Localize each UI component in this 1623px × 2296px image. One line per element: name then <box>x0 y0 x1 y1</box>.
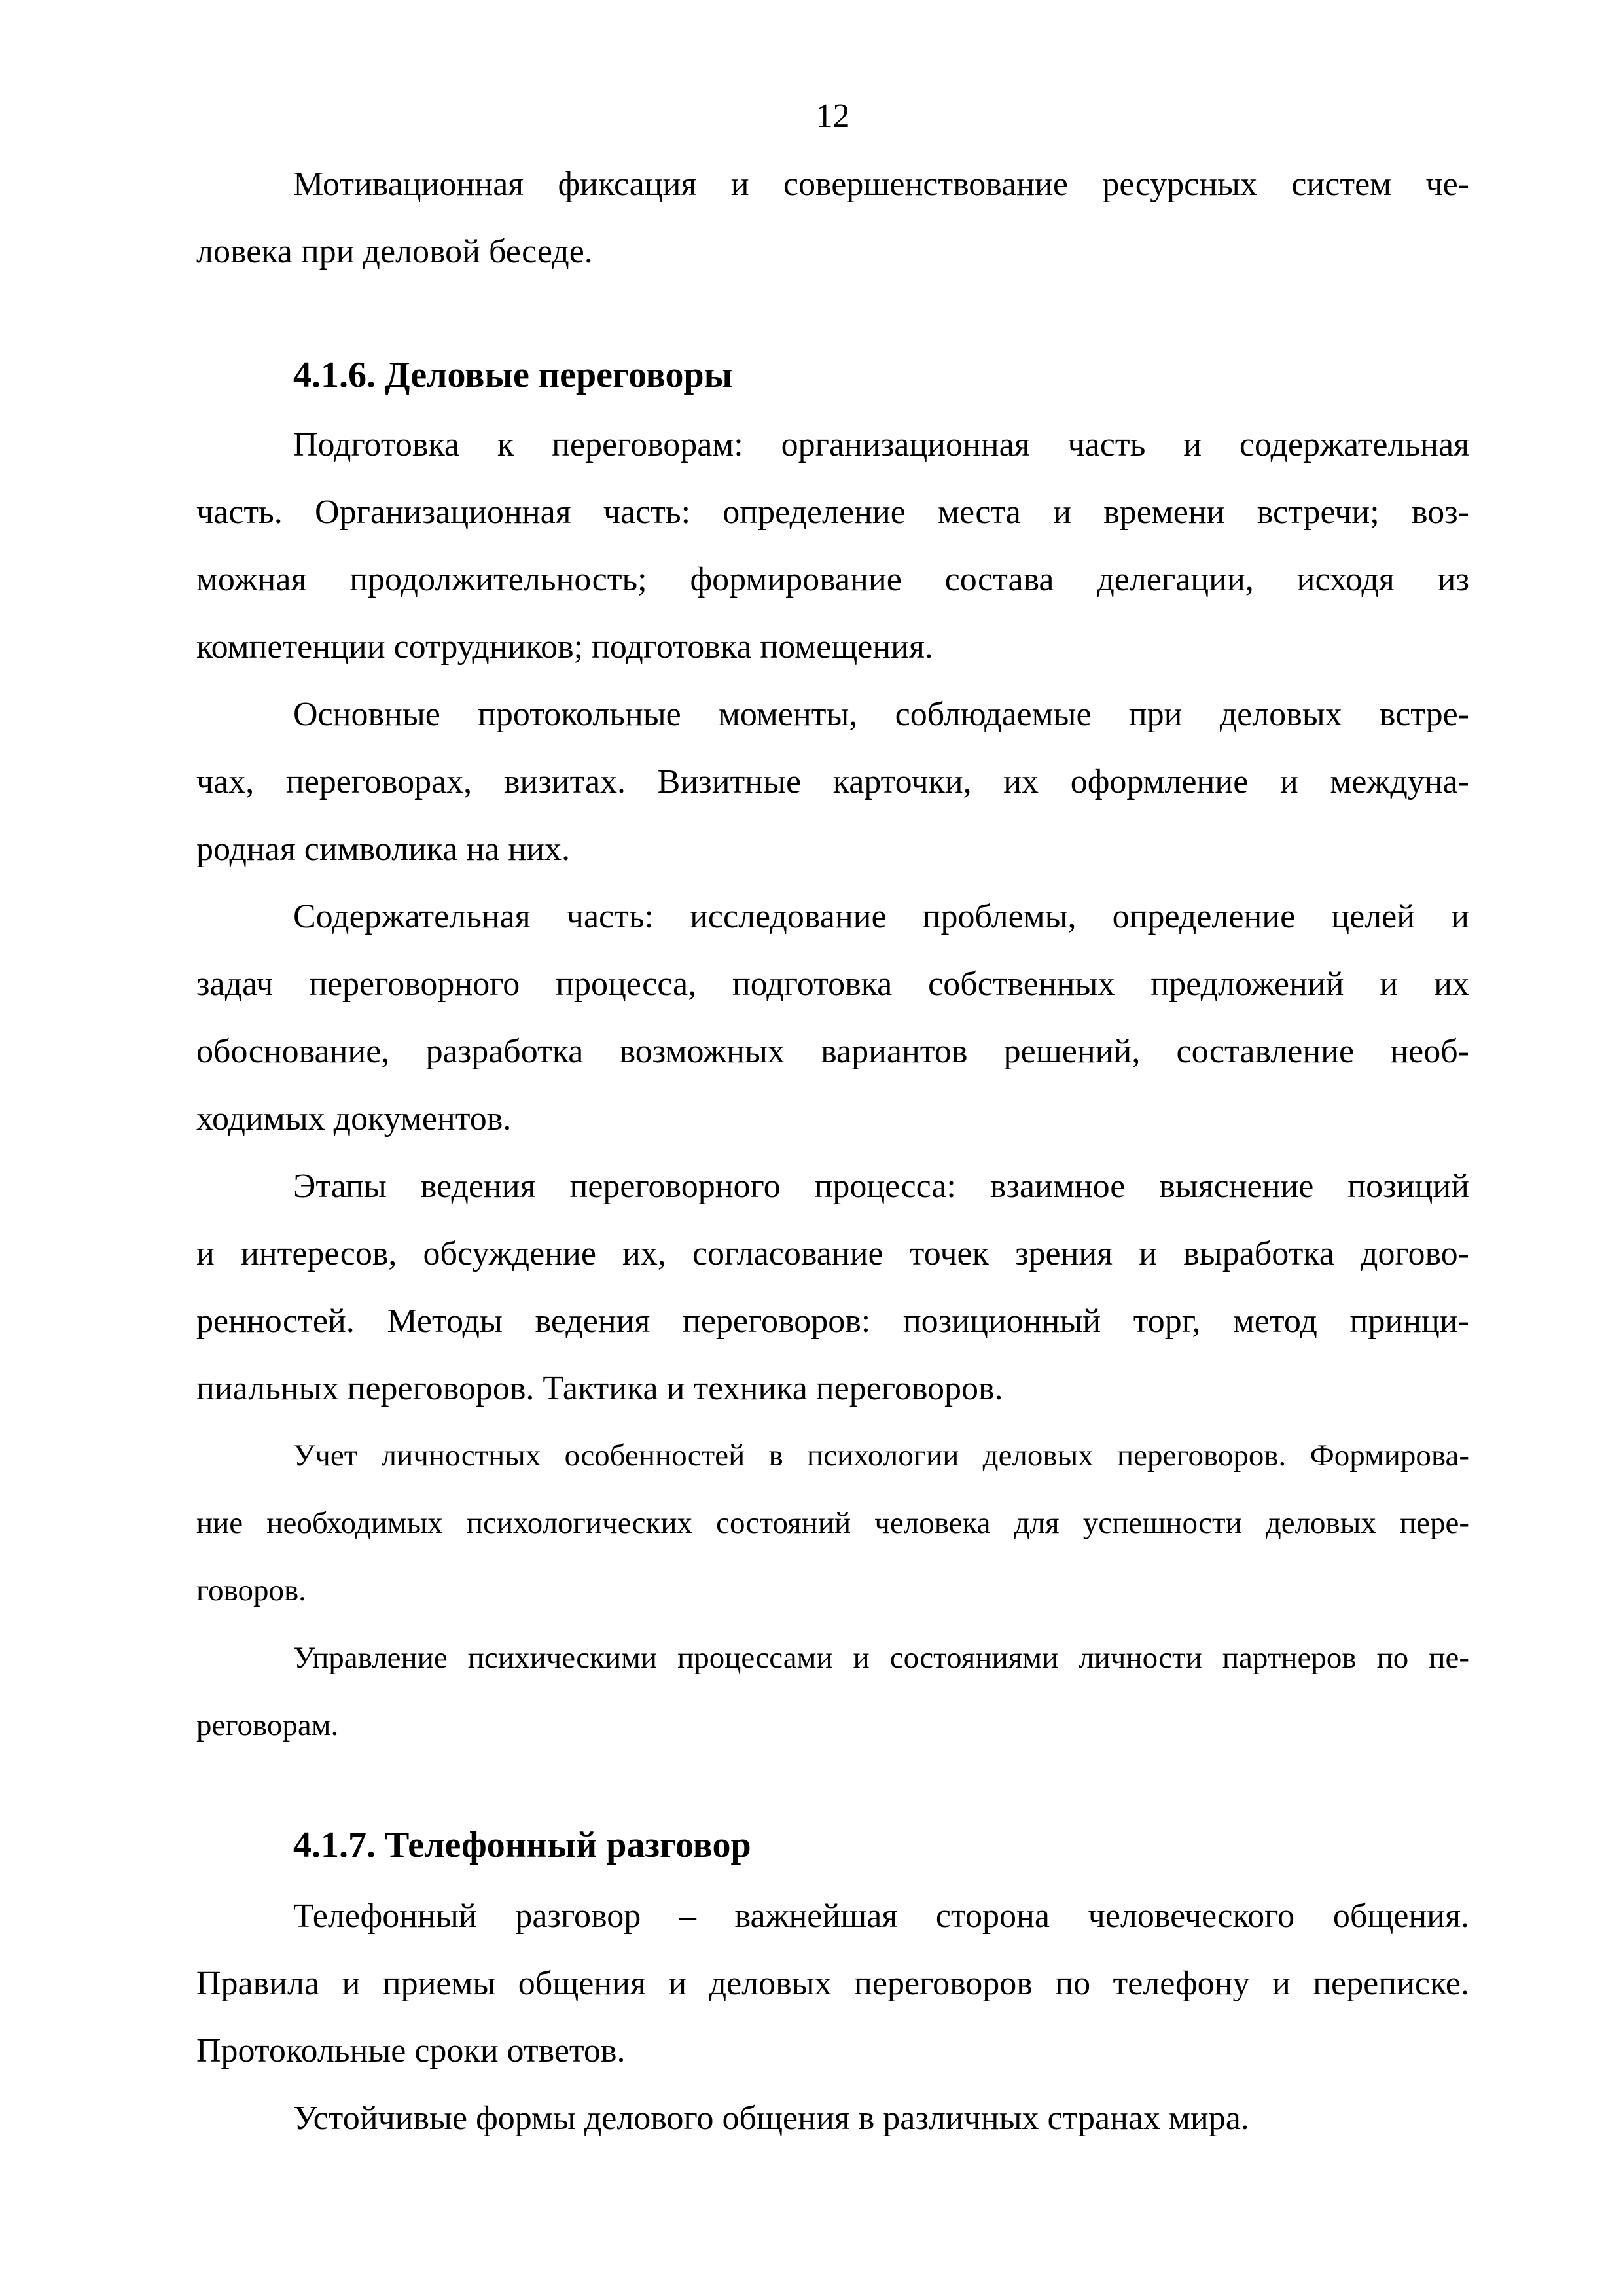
section-heading-4-1-7: 4.1.7. Телефонный разговор <box>293 1825 751 1865</box>
text-line: обоснование, разработка возможных вариантов решений, составление необ- <box>196 1033 1469 1070</box>
text-line: Мотивационная фиксация и совершенствование ресурсных систем че- <box>293 166 1469 203</box>
section-heading-4-1-6: 4.1.6. Деловые переговоры <box>293 355 733 395</box>
text-block <box>196 98 1469 2152</box>
text-line: пиальных переговоров. Тактика и техника переговоров. <box>196 1370 1003 1407</box>
text-line: Управление психическими процессами и состояниями личности партнеров по пе- <box>293 1641 1469 1675</box>
text-line: часть. Организационная часть: определение места и времени встречи; воз- <box>196 493 1469 531</box>
paragraph-stable-forms <box>196 2085 1469 2152</box>
paragraph-personal-traits <box>196 1422 1469 1624</box>
paragraph-negotiation-stages <box>196 1153 1469 1422</box>
paragraph-motivational-fixation <box>196 151 1469 285</box>
text-line: компетенции сотрудников; подготовка помещения. <box>196 628 933 666</box>
text-line: говоров. <box>196 1573 306 1607</box>
text-line: можная продолжительность; формирование состава делегации, исходя из <box>196 561 1469 598</box>
text-line: Содержательная часть: исследование проблемы, определение целей и <box>293 898 1469 935</box>
paragraph-mental-processes <box>196 1624 1469 1759</box>
text-line: родная символика на них. <box>196 831 571 868</box>
text-line: чах, переговорах, визитах. Визитные карточки, их оформление и междуна- <box>196 763 1469 800</box>
text-line: Этапы ведения переговорного процесса: взаимное выяснение позиций <box>293 1168 1469 1205</box>
page-number: 12 <box>815 98 850 135</box>
text-line: Правила и приемы общения и деловых переговоров по телефону и переписке. <box>196 1965 1469 2002</box>
text-line: ловека при деловой беседе. <box>196 233 593 270</box>
text-line: задач переговорного процесса, подготовка собственных предложений и их <box>196 965 1469 1003</box>
paragraph-protocol-moments <box>196 681 1469 883</box>
text-line: ние необходимых психологических состояний человека для успешности деловых пере- <box>196 1506 1469 1540</box>
text-line: ходимых документов. <box>196 1100 512 1138</box>
paragraph-negotiation-preparation <box>196 411 1469 681</box>
text-line: реговорам. <box>196 1708 339 1742</box>
text-line: Основные протокольные моменты, соблюдаемые при деловых встре- <box>293 696 1469 733</box>
paragraph-content-part <box>196 883 1469 1153</box>
text-line: Учет личностных особенностей в психологии деловых переговоров. Формирова- <box>293 1439 1469 1473</box>
paragraph-telephone-conversation <box>196 1882 1469 2085</box>
text-line: Телефонный разговор – важнейшая сторона человеческого общения. <box>293 1897 1469 1935</box>
text-line: Подготовка к переговорам: организационная часть и содержательная <box>293 426 1469 463</box>
text-line: Устойчивые формы делового общения в различных странах мира. <box>293 2100 1249 2137</box>
text-line: Протокольные сроки ответов. <box>196 2032 626 2070</box>
text-line: и интересов, обсуждение их, согласование точек зрения и выработка догово- <box>196 1235 1469 1272</box>
text-line: ренностей. Методы ведения переговоров: позиционный торг, метод принци- <box>196 1302 1469 1340</box>
